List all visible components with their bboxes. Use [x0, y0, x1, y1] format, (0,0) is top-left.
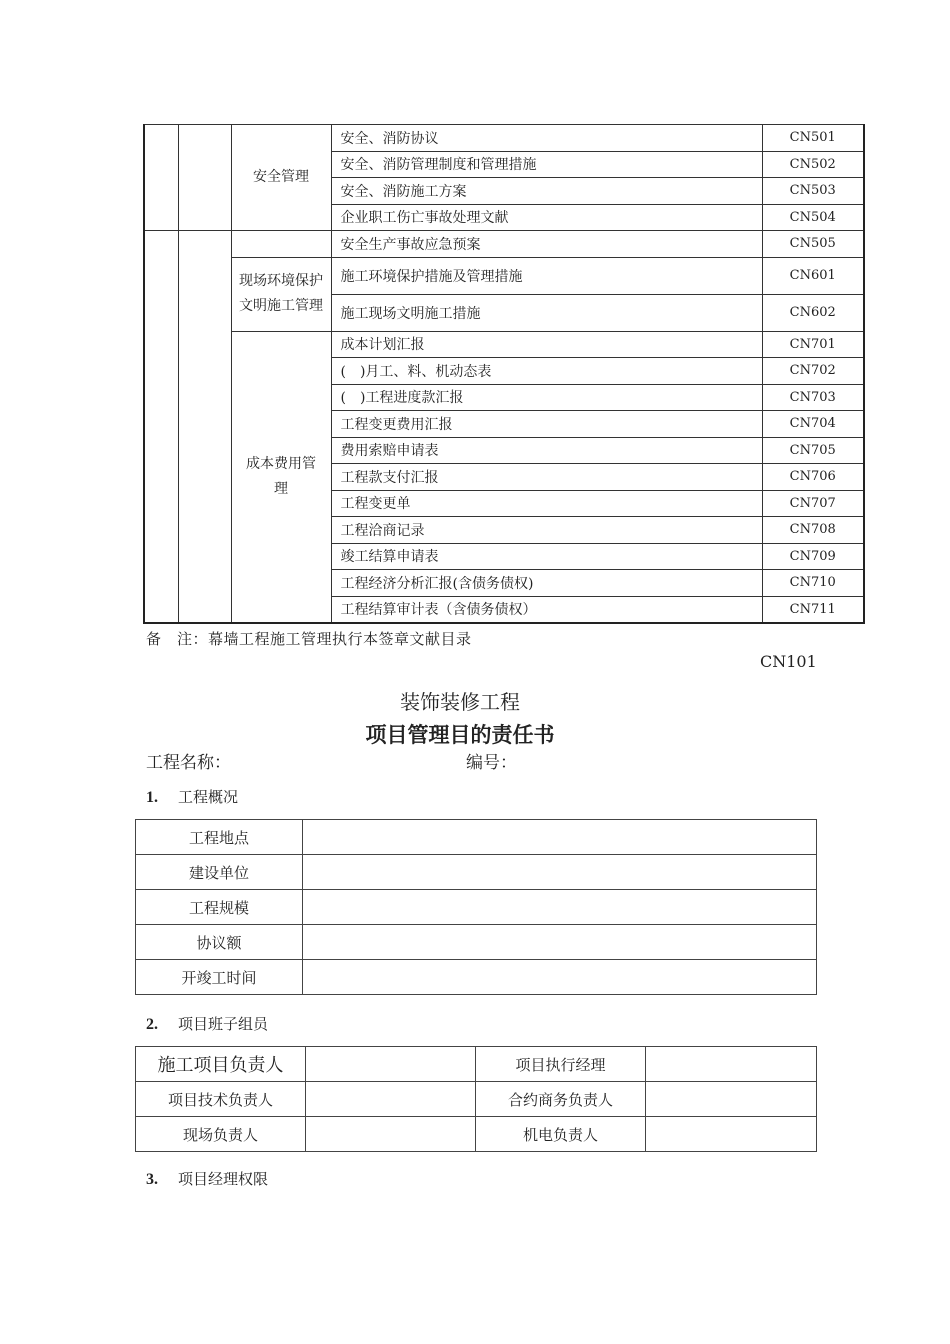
item-name: 竣工结算申请表 [331, 543, 762, 570]
blank-cell [144, 231, 178, 624]
item-name: 安全生产事故应急预案 [331, 231, 762, 258]
field-value-cell[interactable] [306, 1082, 476, 1117]
section-heading-overview [146, 786, 238, 807]
item-name: 施工环境保护措施及管理措施 [331, 257, 762, 294]
blank-cell [178, 125, 231, 231]
table-row [136, 890, 817, 925]
item-code: CN705 [762, 437, 864, 464]
item-name: 成本计划汇报 [331, 331, 762, 358]
item-name: 安全、消防管理制度和管理措施 [331, 151, 762, 178]
section-heading-authority [146, 1168, 268, 1189]
item-code: CN710 [762, 570, 864, 597]
table-row [136, 960, 817, 995]
document-code: CN101 [760, 652, 817, 671]
team-table [135, 1046, 817, 1152]
section-number: 3. [146, 1171, 158, 1188]
item-code: CN505 [762, 231, 864, 258]
table-row [136, 1082, 817, 1117]
item-code: CN708 [762, 517, 864, 544]
item-name: 工程经济分析汇报(含债务债权) [331, 570, 762, 597]
project-name-label: 工程名称： [146, 753, 231, 773]
table-row [144, 331, 864, 358]
field-value-cell[interactable] [303, 925, 817, 960]
field-label: 项目技术负责人 [136, 1082, 306, 1117]
item-code: CN701 [762, 331, 864, 358]
field-value-cell[interactable] [646, 1082, 817, 1117]
field-value-cell[interactable] [303, 960, 817, 995]
serial-number-label: 编号： [466, 753, 517, 773]
section-title: 工程概况 [178, 788, 239, 806]
section-number: 2. [146, 1016, 158, 1033]
category-environment: 现场环境保护文明施工管理 [231, 257, 331, 331]
category-cost: 成本费用管理 [231, 331, 331, 623]
document-title-line2: 项目管理目的责任书 [365, 723, 555, 747]
item-code: CN704 [762, 411, 864, 438]
section-heading-team [146, 1013, 268, 1034]
field-value-cell[interactable] [303, 890, 817, 925]
overview-table [135, 819, 817, 995]
item-code: CN501 [762, 125, 864, 152]
item-code: CN709 [762, 543, 864, 570]
document-index-table [143, 124, 865, 624]
item-code: CN602 [762, 294, 864, 331]
field-value-cell[interactable] [303, 855, 817, 890]
item-name: ( )工程进度款汇报 [331, 384, 762, 411]
table-row [136, 1117, 817, 1152]
item-code: CN502 [762, 151, 864, 178]
table-row [144, 125, 864, 152]
item-name: 安全、消防协议 [331, 125, 762, 152]
blank-cell [178, 231, 231, 624]
field-label: 机电负责人 [476, 1117, 646, 1152]
blank-cell [144, 125, 178, 231]
table-row [136, 820, 817, 855]
item-code: CN601 [762, 257, 864, 294]
table-row [136, 925, 817, 960]
item-name: 费用索赔申请表 [331, 437, 762, 464]
item-code: CN702 [762, 358, 864, 385]
field-label: 建设单位 [136, 855, 303, 890]
table-row [136, 855, 817, 890]
item-name: 工程结算审计表（含债务债权） [331, 596, 762, 623]
item-code: CN703 [762, 384, 864, 411]
field-value-cell[interactable] [303, 820, 817, 855]
section-title: 项目经理权限 [178, 1170, 269, 1188]
item-code: CN504 [762, 204, 864, 231]
section-number: 1. [146, 789, 158, 806]
index-note: 备 注：幕墙工程施工管理执行本签章文献目录 [146, 630, 472, 648]
section-title: 项目班子组员 [178, 1015, 269, 1033]
table-row [144, 257, 864, 294]
field-label: 施工项目负责人 [136, 1047, 306, 1082]
category-safety: 安全管理 [231, 125, 331, 231]
document-title-line1: 装饰装修工程 [400, 690, 520, 714]
field-value-cell[interactable] [306, 1047, 476, 1082]
field-label: 项目执行经理 [476, 1047, 646, 1082]
field-value-cell[interactable] [306, 1117, 476, 1152]
field-value-cell[interactable] [646, 1117, 817, 1152]
field-label: 合约商务负责人 [476, 1082, 646, 1117]
table-row [144, 231, 864, 258]
item-code: CN707 [762, 490, 864, 517]
field-label: 开竣工时间 [136, 960, 303, 995]
field-label: 工程规模 [136, 890, 303, 925]
item-name: 工程变更单 [331, 490, 762, 517]
item-name: 安全、消防施工方案 [331, 178, 762, 205]
item-name: ( )月工、料、机动态表 [331, 358, 762, 385]
item-name: 企业职工伤亡事故处理文献 [331, 204, 762, 231]
field-label: 协议额 [136, 925, 303, 960]
item-code: CN503 [762, 178, 864, 205]
table-row [136, 1047, 817, 1082]
field-label: 现场负责人 [136, 1117, 306, 1152]
field-label: 工程地点 [136, 820, 303, 855]
item-code: CN711 [762, 596, 864, 623]
item-name: 工程款支付汇报 [331, 464, 762, 491]
item-name: 工程洽商记录 [331, 517, 762, 544]
item-name: 施工现场文明施工措施 [331, 294, 762, 331]
item-name: 工程变更费用汇报 [331, 411, 762, 438]
field-value-cell[interactable] [646, 1047, 817, 1082]
blank-cell [231, 231, 331, 258]
item-code: CN706 [762, 464, 864, 491]
